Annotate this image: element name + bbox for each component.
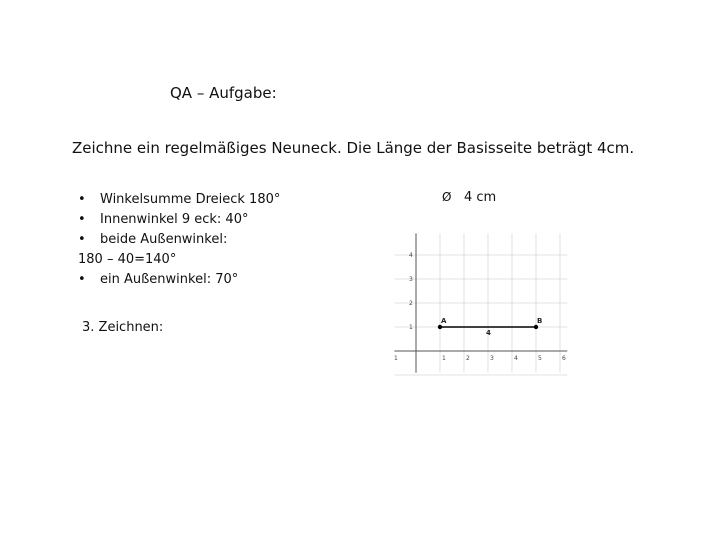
y-tick-label: 1 bbox=[409, 324, 413, 331]
page-title: QA – Aufgabe: bbox=[170, 84, 277, 102]
list-item-text: beide Außenwinkel: bbox=[100, 232, 228, 247]
bullet-marker: • bbox=[78, 212, 86, 227]
x-tick-label: 1 bbox=[442, 355, 446, 362]
y-tick-label: 4 bbox=[409, 252, 413, 259]
x-tick-label: 2 bbox=[466, 355, 470, 362]
x-tick-label: 4 bbox=[514, 355, 518, 362]
arrow-list-item bbox=[442, 190, 496, 205]
list-item-text: 180 – 40=140° bbox=[78, 252, 177, 267]
bullet-marker: • bbox=[78, 232, 86, 247]
list-item bbox=[78, 210, 280, 230]
list-item-text: Innenwinkel 9 eck: 40° bbox=[100, 212, 249, 227]
arrow-item-text: 4 cm bbox=[464, 190, 497, 205]
y-tick-label: 2 bbox=[409, 300, 413, 307]
y-tick-label: 3 bbox=[409, 276, 413, 283]
list-item bbox=[78, 190, 280, 210]
bullet-marker: • bbox=[78, 192, 86, 207]
point-label: B bbox=[537, 317, 543, 325]
geometry-figure bbox=[392, 227, 566, 375]
list-item-text: ein Außenwinkel: 70° bbox=[100, 272, 239, 287]
segment-length-label: 4 bbox=[486, 329, 491, 337]
x-tick-label: 1 bbox=[394, 355, 398, 362]
task-statement: Zeichne ein regelmäßiges Neuneck. Die Länge der Basisseite beträgt 4cm. bbox=[72, 139, 635, 157]
point-b bbox=[534, 325, 538, 329]
x-tick-label: 5 bbox=[538, 355, 542, 362]
list-item bbox=[78, 270, 280, 290]
point-label: A bbox=[441, 317, 447, 325]
bullet-list bbox=[78, 190, 280, 290]
list-item-text: Winkelsumme Dreieck 180° bbox=[100, 192, 281, 207]
list-item bbox=[78, 230, 280, 250]
step-heading: 3. Zeichnen: bbox=[82, 320, 164, 335]
point-a bbox=[438, 325, 442, 329]
bullet-marker: • bbox=[78, 272, 86, 287]
list-item bbox=[78, 250, 280, 270]
arrow-bullet-icon: Ø bbox=[442, 190, 452, 204]
x-tick-label: 6 bbox=[562, 355, 566, 362]
x-tick-label: 3 bbox=[490, 355, 494, 362]
